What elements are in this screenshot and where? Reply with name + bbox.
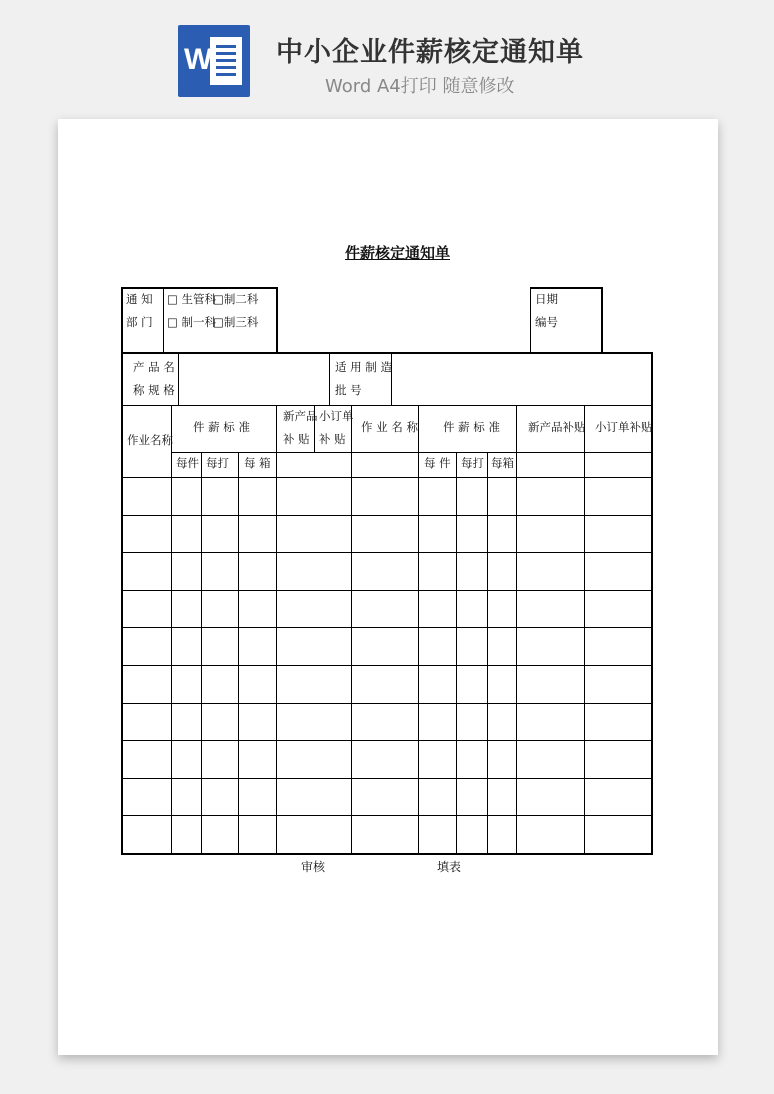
page-title: 中小企业件薪核定通知单	[276, 37, 584, 68]
table-rule	[171, 405, 172, 855]
word-icon: W	[178, 25, 250, 97]
table-rule	[121, 287, 277, 289]
table-rule	[351, 405, 352, 855]
table-rule	[121, 590, 652, 591]
table-rule	[329, 353, 330, 405]
table-rule	[201, 452, 202, 855]
sub-per-box-2: 每箱	[491, 456, 514, 470]
table-rule	[276, 287, 278, 353]
table-rule	[487, 452, 488, 855]
table-rule	[121, 703, 652, 704]
table-rule	[121, 778, 652, 779]
option-workshop-3[interactable]: □制三科	[213, 315, 259, 329]
fill-label: 填表	[437, 860, 462, 874]
sub-per-piece-2: 每 件	[424, 456, 451, 470]
table-rule	[121, 815, 652, 816]
product-label-1: 产 品 名	[133, 360, 175, 374]
col-new-product-full: 新产品补贴	[528, 420, 586, 434]
option-workshop-1[interactable]: □ 制一科	[167, 315, 217, 329]
option-workshop-2[interactable]: □制二科	[213, 292, 259, 306]
notice-dept-label-1: 通 知	[126, 292, 153, 306]
table-rule	[171, 452, 652, 453]
sub-per-dozen-2: 每打	[461, 456, 484, 470]
col-piece-standard-2: 件 薪 标 准	[443, 420, 500, 434]
col-small-order-2: 补 贴	[319, 432, 346, 446]
option-production-mgmt[interactable]: □ 生管科	[167, 292, 217, 306]
number-label: 编号	[535, 315, 558, 329]
table-rule	[456, 452, 457, 855]
form-title: 件薪核定通知单	[345, 244, 451, 262]
table-rule	[584, 405, 585, 855]
table-rule	[121, 405, 652, 406]
table-rule	[121, 627, 652, 628]
sub-per-piece: 每件	[176, 456, 199, 470]
table-rule	[276, 405, 277, 855]
table-rule	[163, 287, 164, 353]
table-rule	[121, 515, 652, 516]
table-rule	[178, 353, 179, 405]
notice-dept-label-2: 部 门	[126, 315, 153, 329]
col-piece-standard: 件 薪 标 准	[193, 420, 250, 434]
table-rule	[601, 287, 603, 353]
table-rule	[121, 287, 123, 855]
review-label: 审核	[301, 860, 326, 874]
header	[0, 0, 774, 118]
col-small-order-full: 小订单补贴	[595, 420, 653, 434]
table-rule	[418, 405, 419, 855]
table-rule	[530, 287, 531, 353]
table-rule	[121, 352, 652, 354]
col-small-order-1: 小订单	[319, 409, 354, 423]
batch-label-2: 批 号	[335, 383, 362, 397]
table-rule	[516, 405, 517, 855]
col-new-product-2: 补 贴	[283, 432, 310, 446]
col-new-product-1: 新产品	[283, 409, 318, 423]
table-rule	[121, 853, 652, 855]
batch-label-1: 适 用 制 造	[335, 360, 392, 374]
table-rule	[121, 740, 652, 741]
sub-per-box: 每 箱	[244, 456, 271, 470]
table-rule	[121, 552, 652, 553]
product-label-2: 称 规 格	[133, 383, 175, 397]
sub-per-dozen: 每打	[206, 456, 229, 470]
table-rule	[121, 665, 652, 666]
col-operation-name: 作业名称	[127, 433, 173, 447]
date-label: 日期	[535, 292, 558, 306]
page-subtitle: Word A4打印 随意修改	[325, 76, 515, 97]
table-rule	[530, 287, 602, 289]
col-operation-name-2: 作 业 名 称	[361, 420, 418, 434]
table-rule	[238, 452, 239, 855]
